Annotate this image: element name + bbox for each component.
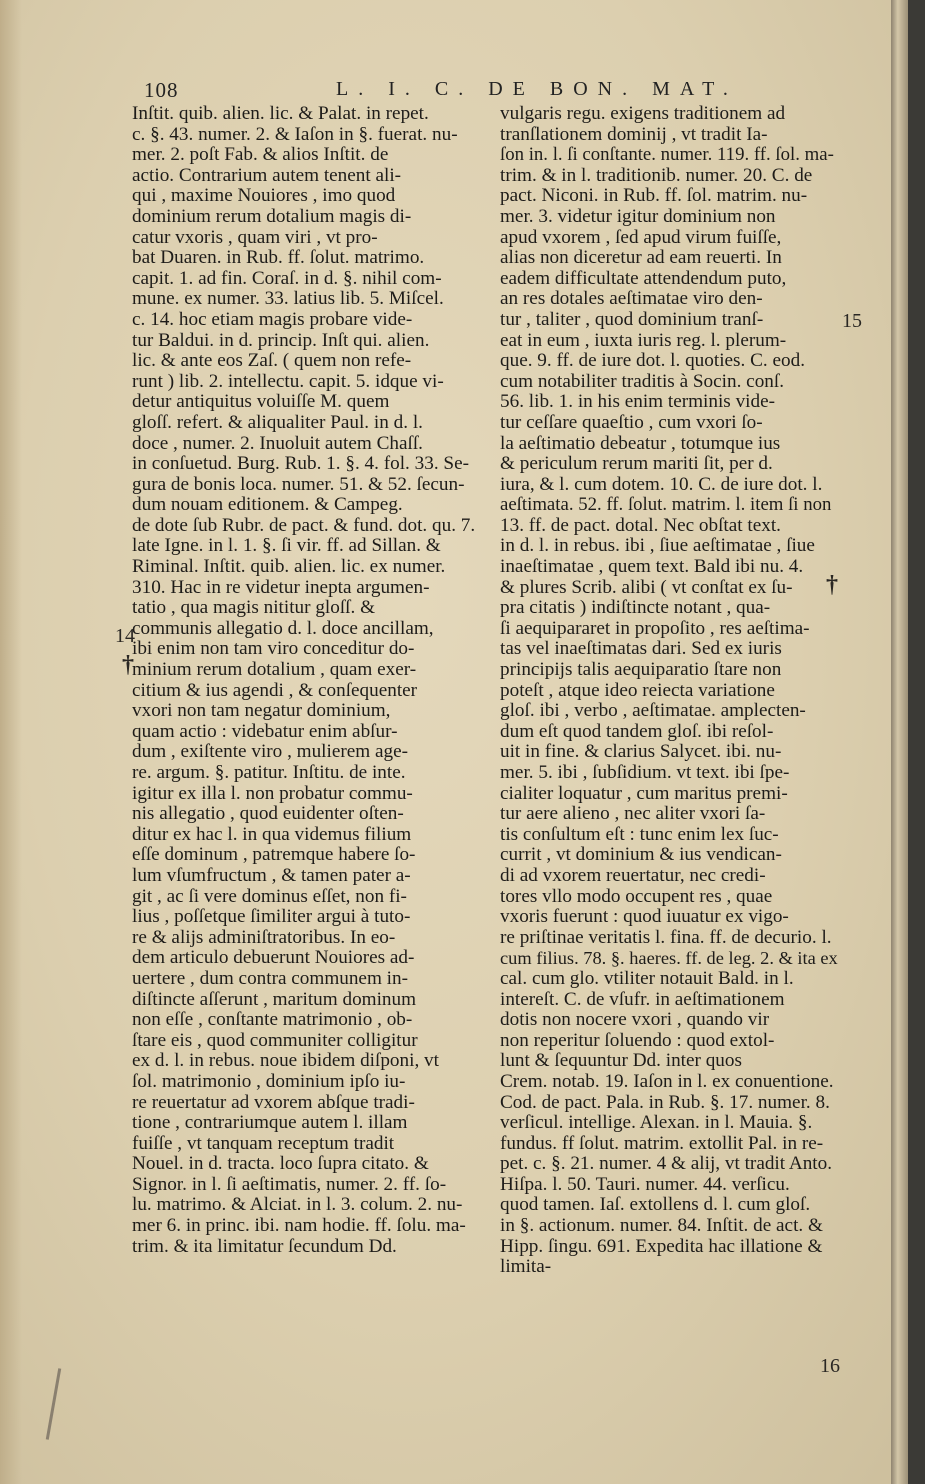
margin-number-15: 15 bbox=[842, 310, 862, 332]
text-line: alias non diceretur ad eam reuerti. In bbox=[500, 248, 782, 269]
text-line: tur ceſſare quaeſtio , cum vxori ſo- bbox=[500, 412, 763, 433]
text-line: capit. 1. ad fin. Coraſ. in d. §. nihil com- bbox=[132, 268, 442, 289]
text-line: vxori non tam negatur dominium, bbox=[132, 701, 391, 722]
text-line: trim. & ita limitatur ſecundum Dd. bbox=[132, 1236, 397, 1257]
text-line: inaeſtimatae , quem text. Bald ibi nu. 4. bbox=[500, 557, 804, 578]
text-line: fuiſſe , vt tanquam receptum tradit bbox=[132, 1133, 395, 1154]
text-line: pra citatis ) indiſtincte notant , qua- bbox=[500, 598, 771, 619]
text-line: ex d. l. in rebus. noue ibidem diſponi, vt bbox=[132, 1051, 439, 1072]
text-line: ibi enim non tam viro conceditur do- bbox=[132, 639, 415, 660]
text-line: lunt & ſequuntur Dd. inter quos bbox=[500, 1051, 742, 1072]
text-line: aeſtimata. 52. ff. ſolut. matrim. l. item ſi non bbox=[500, 495, 832, 516]
text-line: tis conſultum eſt : tunc enim lex ſuc- bbox=[500, 824, 779, 845]
text-line: tur aere alieno , nec aliter vxori ſa- bbox=[500, 804, 766, 825]
right-column bbox=[500, 104, 838, 1278]
text-line: vxoris fuerunt : quod iuuatur ex vigo- bbox=[500, 907, 789, 928]
text-line: Hiſpa. l. 50. Tauri. numer. 44. verſicu. bbox=[500, 1174, 790, 1195]
text-line: currit , vt dominium & ius vendican- bbox=[500, 845, 782, 866]
text-line: c. 14. hoc etiam magis probare vide- bbox=[132, 309, 413, 330]
text-line: late Igne. in l. 1. §. ſi vir. ff. ad Sillan. & bbox=[132, 536, 441, 557]
text-line: in §. actionum. numer. 84. Inſtit. de act. & bbox=[500, 1216, 823, 1237]
text-line: an res dotales aeſtimatae viro den- bbox=[500, 289, 763, 310]
text-line: re. argum. §. patitur. Inſtitu. de inte. bbox=[132, 763, 406, 783]
text-line: uertere , dum contra communem in- bbox=[132, 968, 408, 989]
text-line: fundus. ff ſolut. matrim. extollit Pal. in re- bbox=[500, 1133, 824, 1154]
text-line: gloſſ. refert. & aliqualiter Paul. in d. l. bbox=[132, 412, 423, 433]
text-line: dum eſt quod tandem gloſ. ibi reſol- bbox=[500, 721, 774, 742]
text-line: Hipp. ſingu. 691. Expedita hac illatione & bbox=[500, 1236, 823, 1257]
text-line: poteſt , atque ideo reiecta variatione bbox=[500, 680, 775, 701]
text-line: mer. 2. poſt Fab. & alios Inſtit. de bbox=[132, 145, 389, 166]
text-line: bat Duaren. in Rub. ff. ſolut. matrimo. bbox=[132, 248, 425, 269]
text-line: tur , taliter , quod dominium tranſ- bbox=[500, 309, 764, 330]
pencil-mark bbox=[46, 1368, 61, 1439]
running-head: L. I. C. DE BON. MAT. bbox=[336, 78, 738, 100]
text-line: in d. l. in rebus. ibi , ſiue aeſtimatae , ſiue bbox=[500, 536, 815, 557]
text-line: verſicul. intellige. Alexan. in l. Mauia. §. bbox=[500, 1113, 813, 1134]
dagger-mark-right: † bbox=[826, 572, 838, 598]
text-line: dominium rerum dotalium magis di- bbox=[132, 206, 412, 227]
page-header bbox=[138, 72, 838, 102]
text-line: re & alijs adminiſtratoribus. In eo- bbox=[132, 927, 396, 948]
text-line: cal. cum glo. vtiliter notauit Bald. in l. bbox=[500, 968, 794, 989]
text-line: lu. matrimo. & Alciat. in l. 3. colum. 2. nu- bbox=[132, 1195, 463, 1216]
text-line: igitur ex illa l. non probatur commu- bbox=[132, 783, 413, 804]
text-line: catur vxoris , quam viri , vt pro- bbox=[132, 227, 378, 248]
text-line: trim. & in l. traditionib. numer. 20. C. de bbox=[500, 165, 813, 186]
page-number: 108 bbox=[144, 78, 179, 102]
text-line: pact. Niconi. in Rub. ff. ſol. matrim. nu- bbox=[500, 186, 808, 207]
margin-number-16: 16 bbox=[820, 1355, 840, 1377]
text-line: intereſt. C. de vſufr. in aeſtimationem bbox=[500, 989, 785, 1010]
text-line: ſol. matrimonio , dominium ipſo iu- bbox=[132, 1071, 406, 1092]
text-line: minium rerum dotalium , quam exer- bbox=[132, 660, 417, 681]
text-line: dem articulo debuerunt Nouiores ad- bbox=[132, 948, 415, 969]
text-line: ſtare eis , quod communiter colligitur bbox=[132, 1030, 418, 1051]
text-line: limita- bbox=[500, 1257, 552, 1278]
text-line: lum vſumfructum , & tamen pater a- bbox=[132, 865, 411, 886]
page-edge bbox=[891, 0, 908, 1484]
text-line: ſon in. l. ſi conſtante. numer. 119. ff. ſol. ma- bbox=[500, 145, 834, 166]
text-line: actio. Contrarium autem tenent ali- bbox=[132, 165, 402, 186]
text-line: ditur ex hac l. in qua videmus filium bbox=[132, 824, 412, 845]
text-line: Inſtit. quib. alien. lic. & Palat. in repet. bbox=[132, 104, 429, 124]
text-line: runt ) lib. 2. intellectu. capit. 5. idque vi- bbox=[132, 371, 444, 392]
text-line: Riminal. Inſtit. quib. alien. lic. ex numer. bbox=[132, 557, 446, 578]
text-line: in conſuetud. Burg. Rub. 1. §. 4. fol. 33. Se- bbox=[132, 454, 470, 475]
text-line: mer. 5. ibi , ſubſidium. vt text. ibi ſpe- bbox=[500, 763, 790, 783]
text-line: ſi aequipararet in propoſito , res aeſtima- bbox=[500, 618, 810, 639]
text-line: detur antiquitus voluiſſe M. quem bbox=[132, 392, 390, 413]
text-line: quod tamen. Iaſ. extollens d. l. cum gloſ. bbox=[500, 1195, 811, 1216]
text-line: Signor. in l. ſi aeſtimatis, numer. 2. ff. ſo- bbox=[132, 1174, 447, 1195]
text-line: tores vllo modo occupent res , quae bbox=[500, 886, 773, 907]
text-line: tranſlationem dominij , vt tradit Ia- bbox=[500, 124, 768, 145]
text-line: lius , poſſetque ſimiliter argui à tuto- bbox=[132, 907, 411, 928]
text-line: principijs talis aequiparatio ſtare non bbox=[500, 660, 782, 681]
left-column bbox=[132, 104, 488, 1257]
text-line: mer 6. in princ. ibi. nam hodie. ff. ſolu. ma- bbox=[132, 1216, 466, 1237]
page-spine-shadow bbox=[0, 0, 22, 1484]
text-line: mer. 3. videtur igitur dominium non bbox=[500, 206, 776, 227]
text-line: re reuertatur ad vxorem abſque tradi- bbox=[132, 1092, 415, 1113]
text-line: tatio , qua magis nititur gloſſ. & bbox=[132, 598, 376, 619]
text-line: eſſe dominum , patremque habere ſo- bbox=[132, 845, 416, 866]
text-line: vulgaris regu. exigens traditionem ad bbox=[500, 104, 786, 124]
text-line: quam actio : videbatur enim abſur- bbox=[132, 721, 398, 742]
text-line: dum nouam editionem. & Campeg. bbox=[132, 495, 403, 516]
text-line: la aeſtimatio debeatur , totumque ius bbox=[500, 433, 781, 454]
text-line: git , ac ſi vere dominus eſſet, non fi- bbox=[132, 886, 407, 907]
text-line: communis allegatio d. l. doce ancillam, bbox=[132, 618, 434, 639]
text-line: & plures Scrib. alibi ( vt conſtat ex ſu- bbox=[500, 577, 793, 598]
text-line: gloſ. ibi , verbo , aeſtimatae. amplecten- bbox=[500, 701, 806, 722]
text-line: non eſſe , conſtante matrimonio , ob- bbox=[132, 1010, 413, 1031]
text-line: mune. ex numer. 33. latius lib. 5. Miſcel. bbox=[132, 289, 444, 310]
text-line: re priſtinae veritatis l. fina. ff. de decurio. l. bbox=[500, 927, 832, 948]
text-line: dum , exiſtente viro , mulierem age- bbox=[132, 742, 408, 763]
text-line: cum filius. 78. §. haeres. ff. de leg. 2. & ita ex bbox=[500, 948, 838, 969]
text-line: que. 9. ff. de iure dot. l. quoties. C. eod. bbox=[500, 351, 805, 372]
dagger-mark-left: † bbox=[122, 652, 134, 678]
text-line: qui , maxime Nouiores , imo quod bbox=[132, 186, 396, 207]
text-line: tione , contrariumque autem l. illam bbox=[132, 1113, 408, 1134]
text-line: Nouel. in d. tracta. loco ſupra citato. & bbox=[132, 1154, 429, 1175]
text-line: & periculum rerum mariti ſit, per d. bbox=[500, 454, 773, 475]
text-line: apud vxorem , ſed apud virum fuiſſe, bbox=[500, 227, 782, 248]
text-line: pet. c. §. 21. numer. 4 & alij, vt tradit Anto. bbox=[500, 1154, 833, 1175]
text-line: dotis non nocere vxori , quando vir bbox=[500, 1010, 770, 1031]
text-line: di ad vxorem reuertatur, nec credi- bbox=[500, 865, 766, 886]
text-line: de dote ſub Rubr. de pact. & fund. dot. qu. 7. bbox=[132, 515, 476, 536]
text-line: tur Baldui. in d. princip. Inſt qui. alien. bbox=[132, 330, 430, 351]
text-line: eat in eum , iuxta iuris reg. l. plerum- bbox=[500, 330, 787, 351]
text-line: citium & ius agendi , & conſequenter bbox=[132, 680, 418, 701]
text-line: 13. ff. de pact. dotal. Nec obſtat text. bbox=[500, 515, 781, 536]
text-line: eadem difficultate attendendum puto, bbox=[500, 268, 787, 289]
text-line: nis allegatio , quod euidenter oſten- bbox=[132, 804, 404, 825]
text-line: iura, & l. cum dotem. 10. C. de iure dot. l. bbox=[500, 474, 823, 495]
text-line: diſtincte aſſerunt , maritum dominum bbox=[132, 989, 417, 1010]
text-line: Crem. notab. 19. Iaſon in l. ex conuentione. bbox=[500, 1071, 834, 1092]
text-line: non reperitur ſoluendo : quod extol- bbox=[500, 1030, 775, 1051]
text-line: 310. Hac in re videtur inepta argumen- bbox=[132, 577, 430, 598]
text-line: doce , numer. 2. Inuoluit autem Chaſſ. bbox=[132, 433, 423, 454]
text-line: Cod. de pact. Pala. in Rub. §. 17. numer. 8. bbox=[500, 1092, 830, 1113]
margin-number-14: 14 bbox=[115, 625, 135, 647]
text-line: uit in fine. & clarius Salycet. ibi. nu- bbox=[500, 742, 782, 763]
text-line: c. §. 43. numer. 2. & Iaſon in §. fuerat. nu- bbox=[132, 124, 458, 145]
text-line: 56. lib. 1. in his enim terminis vide- bbox=[500, 392, 775, 413]
text-line: tas vel inaeſtimatas dari. Sed ex iuris bbox=[500, 639, 782, 660]
text-line: lic. & ante eos Zaſ. ( quem non refe- bbox=[132, 351, 412, 372]
text-line: gura de bonis loca. numer. 51. & 52. ſecun- bbox=[132, 474, 465, 495]
text-line: cum notabiliter traditis à Socin. conſ. bbox=[500, 371, 785, 392]
text-line: cialiter loquatur , cum maritus premi- bbox=[500, 783, 788, 804]
